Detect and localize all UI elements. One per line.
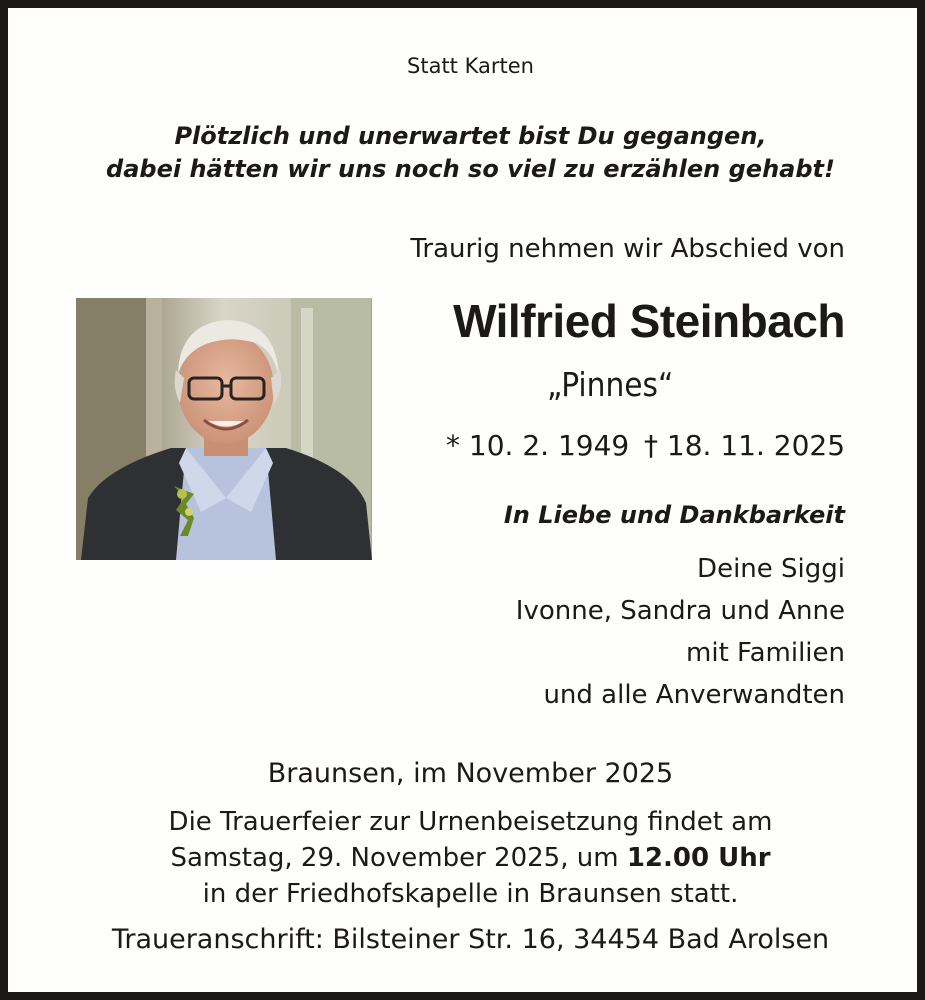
motto bbox=[8, 120, 925, 186]
death-date: † 18. 11. 2025 bbox=[644, 429, 846, 462]
motto-line-1: Plötzlich und unerwartet bist Du gegangen, bbox=[174, 122, 767, 150]
funeral-line-2 bbox=[8, 840, 925, 876]
signer-line: Ivonne, Sandra und Anne bbox=[515, 596, 845, 626]
portrait-image bbox=[76, 298, 372, 560]
mourning-address: Traueranschrift: Bilsteiner Str. 16, 34454 Bad Arolsen bbox=[111, 924, 830, 955]
funeral-line-1: Die Trauerfeier zur Urnenbeisetzung findet am bbox=[168, 807, 773, 837]
signer-line: und alle Anverwandten bbox=[543, 680, 845, 710]
deceased-name: Wilfried Steinbach bbox=[453, 295, 845, 347]
funeral-time: 12.00 Uhr bbox=[626, 843, 771, 873]
signer-line: Deine Siggi bbox=[697, 554, 845, 584]
signers-list bbox=[516, 548, 845, 716]
birth-date: * 10. 2. 1949 bbox=[446, 429, 630, 462]
place-date: Braunsen, im November 2025 bbox=[267, 758, 674, 789]
portrait-photo bbox=[76, 298, 372, 560]
closing-phrase: In Liebe und Dankbarkeit bbox=[503, 501, 845, 529]
motto-line-2: dabei hätten wir uns noch so viel zu erzählen gehabt! bbox=[106, 155, 835, 183]
funeral-date-text: Samstag, 29. November 2025, um bbox=[170, 843, 627, 873]
intro-text: Traurig nehmen wir Abschied von bbox=[410, 234, 845, 264]
funeral-line-3: in der Friedhofskapelle in Braunsen statt. bbox=[202, 879, 739, 909]
header-note: Statt Karten bbox=[407, 54, 534, 78]
signer-line: mit Familien bbox=[686, 638, 845, 668]
funeral-info bbox=[8, 804, 925, 912]
deceased-nickname: „Pinnes“ bbox=[547, 365, 674, 404]
